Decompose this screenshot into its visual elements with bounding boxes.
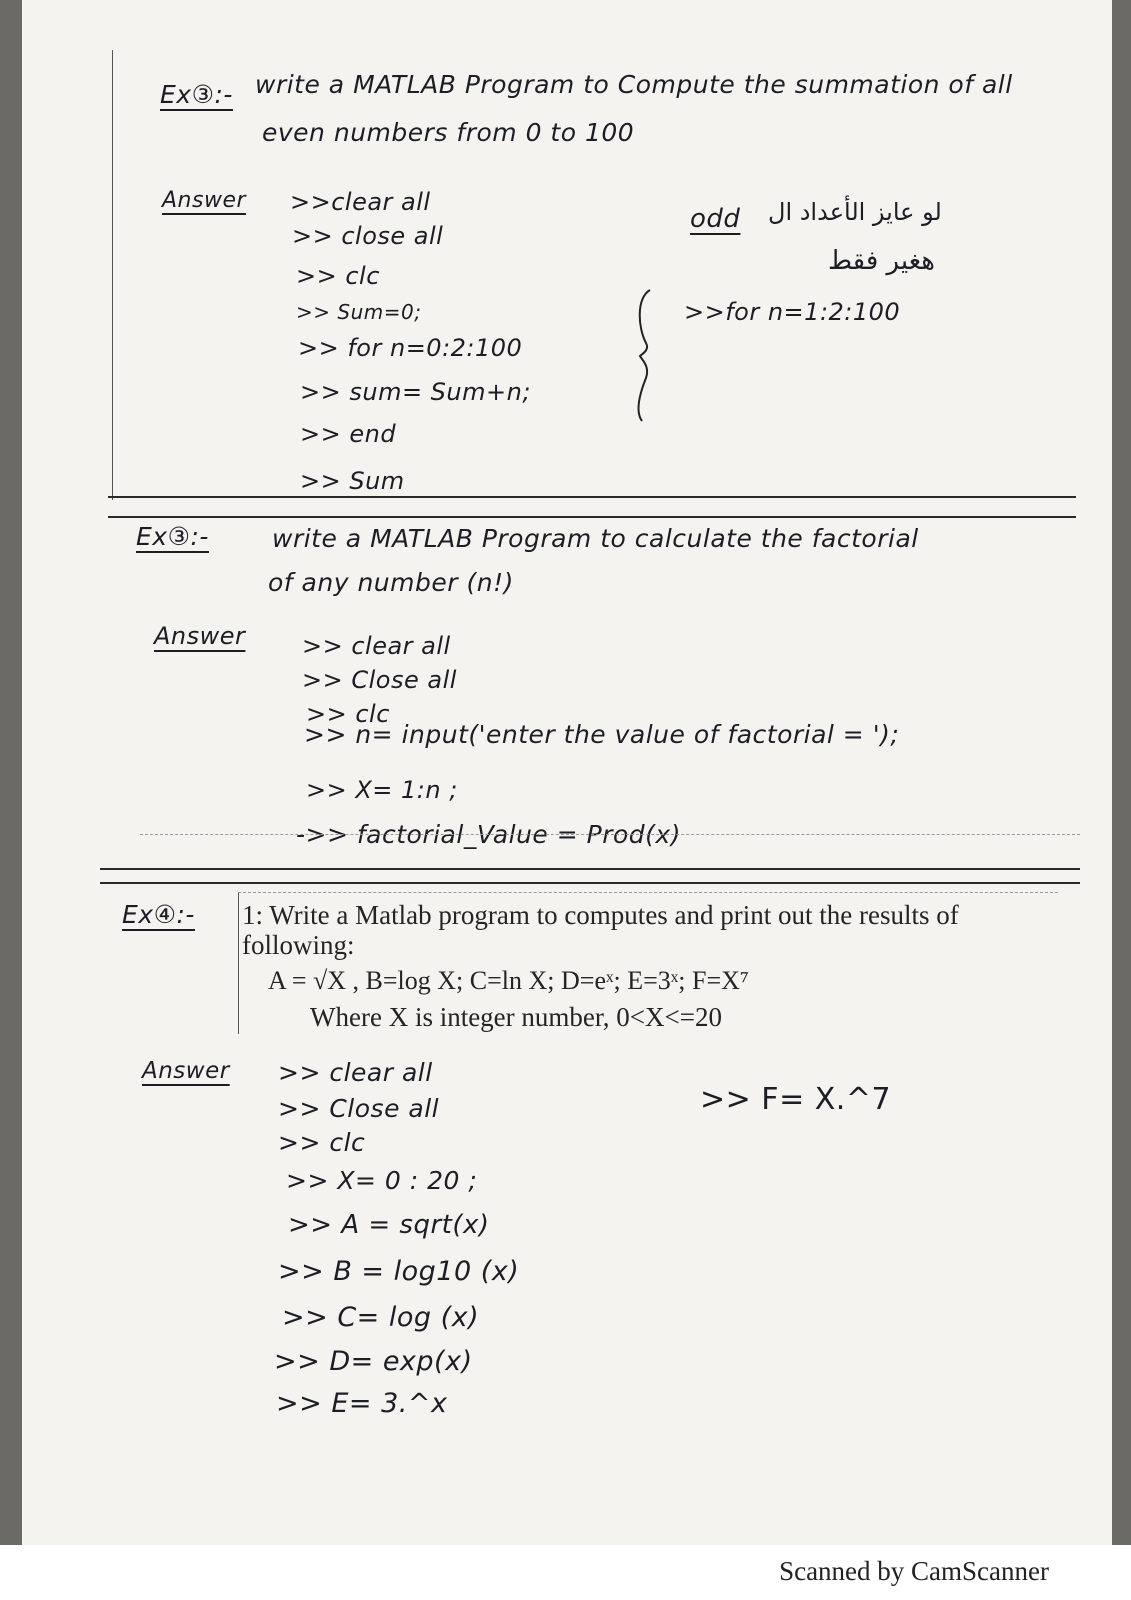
ex1-code-line: >> for n=0:2:100 <box>298 334 523 362</box>
ex3-label: Ex④:- <box>122 900 195 929</box>
ex2-label: Ex③:- <box>136 522 209 551</box>
ex3-side-code: >> F= X.^7 <box>700 1082 892 1117</box>
ex1-answer-label: Answer <box>162 188 247 213</box>
ex2-code-line: >> clc <box>306 700 390 728</box>
section-divider <box>100 882 1080 884</box>
ex2-code-line: >> clear all <box>302 632 451 660</box>
ex2-code-line: >> n= input('enter the value of factorial = '); <box>304 720 900 749</box>
printed-box-border <box>238 892 239 1034</box>
ex3-code-line: >> clc <box>278 1128 366 1157</box>
ex1-side-note-arabic-2: هغير فقط <box>828 246 935 276</box>
ex3-printed-line1: 1: Write a Matlab program to computes and print out the results of <box>242 900 959 930</box>
margin-line <box>112 50 113 500</box>
ex2-code-line: >> X= 1:n ; <box>306 776 458 804</box>
section-divider <box>108 516 1076 518</box>
printed-box-top <box>238 892 1058 893</box>
ex1-code-line: >> close all <box>292 222 444 250</box>
ex3-answer-label: Answer <box>142 1058 230 1084</box>
ex3-code-line: >> E= 3.^x <box>276 1388 448 1419</box>
ex2-code-line: ->> factorial_Value = Prod(x) <box>296 820 681 849</box>
ex3-code-line: >> clear all <box>278 1058 433 1087</box>
ex3-printed-line4: Where X is integer number, 0<X<=20 <box>310 1002 722 1032</box>
section-divider <box>108 496 1076 498</box>
ex1-side-note-odd: odd <box>690 204 741 234</box>
camscanner-footer: Scanned by CamScanner <box>779 1556 1049 1586</box>
ex2-code-line: >> Close all <box>302 666 457 694</box>
ex3-code-line: >> D= exp(x) <box>274 1346 473 1377</box>
ex3-code-line: >> A = sqrt(x) <box>288 1210 490 1240</box>
ex2-question-line1: write a MATLAB Program to calculate the factorial <box>272 524 919 553</box>
ruled-line <box>140 834 1080 835</box>
ex3-code-line: >> X= 0 : 20 ; <box>286 1166 478 1195</box>
ex1-code-line: >> end <box>300 420 397 448</box>
scanned-page <box>22 0 1112 1545</box>
ex1-question-line1: write a MATLAB Program to Compute the summation of all <box>255 70 1013 99</box>
ex1-question-line2: even numbers from 0 to 100 <box>262 118 635 147</box>
ex1-side-code: >>for n=1:2:100 <box>684 298 901 326</box>
ex3-code-line: >> C= log (x) <box>282 1302 480 1333</box>
ex3-code-line: >> B = log10 (x) <box>278 1256 520 1287</box>
ex1-code-line: >>clear all <box>290 188 431 216</box>
ex1-code-line: >> sum= Sum+n; <box>300 378 531 406</box>
ex3-printed-line3: A = √X , B=log X; C=ln X; D=eˣ; E=3ˣ; F=X⁷ <box>268 966 749 995</box>
ex3-printed-line2: following: <box>242 930 355 960</box>
ex2-question-line2: of any number (n!) <box>268 568 514 597</box>
ex1-label: Ex③:- <box>160 80 233 109</box>
curly-brace <box>628 288 658 423</box>
ex1-code-line: >> Sum <box>300 467 405 495</box>
ex1-side-note-arabic-1: لو عايز الأعداد ال <box>768 198 942 226</box>
ex3-code-line: >> Close all <box>278 1094 440 1123</box>
ex2-answer-label: Answer <box>154 622 246 650</box>
ex1-code-line: >> Sum=0; <box>296 300 422 324</box>
section-divider <box>100 868 1080 870</box>
ex1-code-line: >> clc <box>296 262 380 290</box>
